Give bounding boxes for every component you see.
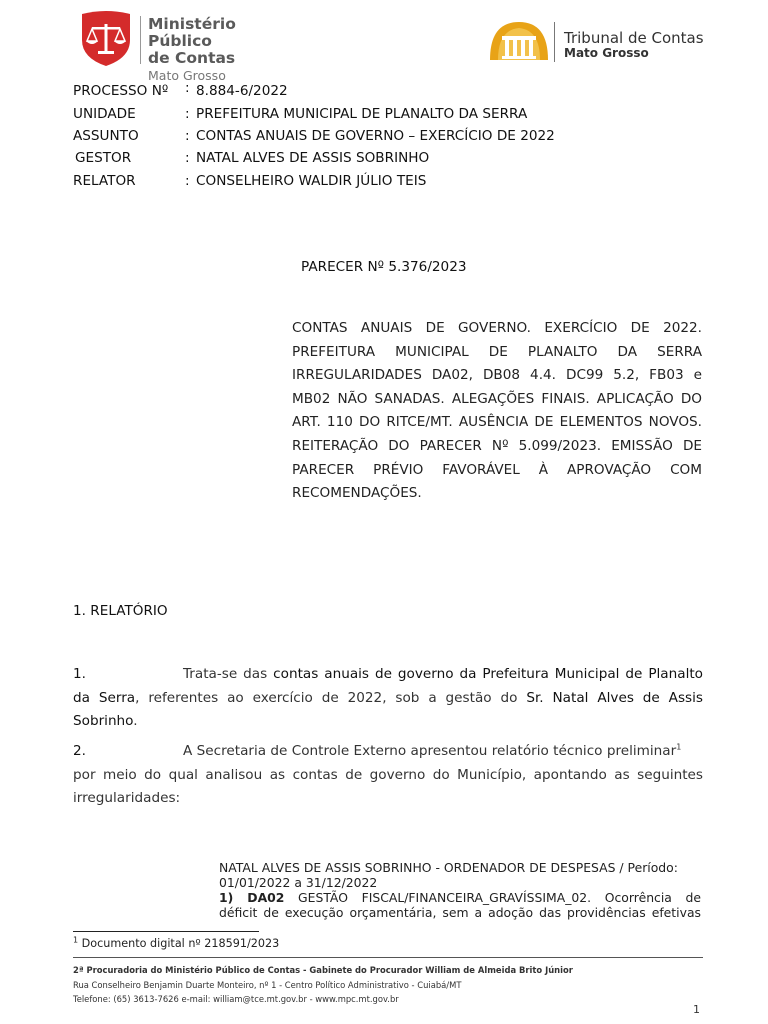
footnote-text: Documento digital nº 218591/2023 xyxy=(78,937,280,950)
ementa-line: ART. 110 DO RITCE/MT. AUSÊNCIA DE ELEMENTOS NOVOS. xyxy=(292,414,702,431)
mpc-shield-icon xyxy=(78,10,134,68)
ementa xyxy=(292,317,702,506)
unidade-separator: : xyxy=(185,106,190,122)
footer-office: 2ª Procuradoria do Ministério Público de Contas - Gabinete do Procurador William de Almeida Brito Júnior xyxy=(73,965,573,975)
assunto-separator: : xyxy=(185,128,190,144)
quote-text: / Período: xyxy=(615,860,678,875)
gestor-label: GESTOR xyxy=(75,150,132,166)
ementa-line: IRREGULARIDADES DA02, DB08 4.4. DC99 5.2, FB03 e xyxy=(292,367,702,384)
assunto-value: CONTAS ANUAIS DE GOVERNO – EXERCÍCIO DE 2022 xyxy=(196,128,555,144)
ementa-line: PARECER PRÉVIO FAVORÁVEL À APROVAÇÃO COM xyxy=(292,461,702,478)
page-footer xyxy=(73,963,703,1007)
quote-line4: déficit de execução orçamentária, sem a adoção das providências efetivas xyxy=(219,905,701,920)
page-number: 1 xyxy=(693,1003,700,1016)
gestor-value: NATAL ALVES DE ASSIS SOBRINHO xyxy=(196,150,430,166)
paragraph2-line1 xyxy=(183,739,681,763)
quote-line3 xyxy=(219,890,701,905)
quote-line1 xyxy=(219,860,701,875)
ementa-line: REITERAÇÃO DO PARECER Nº 5.099/2023. EMISSÃO DE xyxy=(292,437,702,454)
paragraph1-line1 xyxy=(183,662,703,686)
relator-value: CONSELHEIRO WALDIR JÚLIO TEIS xyxy=(196,173,427,189)
tce-logo-line2: Mato Grosso xyxy=(564,46,649,60)
paragraph2-line3: irregularidades: xyxy=(73,790,181,806)
paragraph1-line3 xyxy=(73,709,703,733)
footnote-number: 1 xyxy=(73,935,79,945)
footnote-reference: 1 xyxy=(676,742,682,752)
footer-address: Rua Conselheiro Benjamin Duarte Monteiro, nº 1 - Centro Político Administrativo - Cuiabá/MT xyxy=(73,979,462,990)
unidade-value: PREFEITURA MUNICIPAL DE PLANALTO DA SERRA xyxy=(196,106,528,122)
tce-logo xyxy=(488,20,708,64)
paragraph1-emphasis: contas anuais de governo da Prefeitura Municipal de Planalto xyxy=(273,666,703,682)
footer-divider xyxy=(73,957,703,958)
ementa-line: CONTAS ANUAIS DE GOVERNO. EXERCÍCIO DE 2022. xyxy=(292,320,702,336)
ementa-line: RECOMENDAÇÕES. xyxy=(292,485,422,502)
paragraph1-emphasis: Sobrinho xyxy=(73,713,134,729)
mpc-logo xyxy=(78,10,278,83)
paragraph1-emphasis: Sr. Natal Alves de Assis xyxy=(526,690,703,706)
relator-separator: : xyxy=(185,173,190,189)
footer-contact: Telefone: (65) 3613-7626 e-mail: william@tce.mt.gov.br - www.mpc.mt.gov.br xyxy=(73,994,399,1004)
quote-text: GESTÃO FISCAL/FINANCEIRA_GRAVÍSSIMA_02. Ocorrência de xyxy=(284,890,702,905)
paragraph1-emphasis: da Serra xyxy=(73,690,136,706)
paragraph1-text: Trata-se das xyxy=(183,666,274,682)
parecer-title: PARECER Nº 5.376/2023 xyxy=(301,259,467,275)
section-title: 1. RELATÓRIO xyxy=(73,603,168,619)
mpc-logo-line1: Ministério Público xyxy=(148,15,236,50)
footnote xyxy=(73,937,279,950)
tce-emblem-icon xyxy=(488,20,550,64)
tce-logo-line1: Tribunal de Contas xyxy=(564,29,704,47)
mpc-logo-line2: de Contas xyxy=(148,49,236,67)
footnote-divider xyxy=(73,931,259,932)
assunto-label: ASSUNTO xyxy=(73,128,139,144)
quote-item-code: 1) DA02 xyxy=(219,890,285,905)
relator-label: RELATOR xyxy=(73,173,136,189)
mpc-logo-line3: Mato Grosso xyxy=(148,68,226,83)
quote-emphasis: NATAL ALVES DE ASSIS SOBRINHO - ORDENADOR DE DESPESAS xyxy=(219,860,616,875)
paragraph-number: 1. xyxy=(73,666,86,682)
process-value: 8.884-6/2022 xyxy=(196,83,288,99)
gestor-separator: : xyxy=(185,150,190,166)
paragraph2-text: A Secretaria de Controle Externo apresentou relatório técnico preliminar xyxy=(183,743,677,759)
ementa-line: PREFEITURA MUNICIPAL DE PLANALTO DA SERRA xyxy=(292,343,702,360)
paragraph2-line2: por meio do qual analisou as contas de governo do Município, apontando as seguintes xyxy=(73,767,703,783)
paragraph1-text: . xyxy=(133,713,138,729)
process-separator: : xyxy=(185,80,190,96)
paragraph1-line2 xyxy=(73,686,703,710)
paragraph1-text: , referentes ao exercício de 2022, sob a gestão do xyxy=(135,690,527,706)
paragraph-number: 2. xyxy=(73,743,86,759)
process-label: PROCESSO Nº xyxy=(73,83,169,99)
quote-line2: 01/01/2022 a 31/12/2022 xyxy=(219,875,378,890)
unidade-label: UNIDADE xyxy=(73,106,136,122)
ementa-line: MB02 NÃO SANADAS. ALEGAÇÕES FINAIS. APLICAÇÃO DO xyxy=(292,390,702,407)
